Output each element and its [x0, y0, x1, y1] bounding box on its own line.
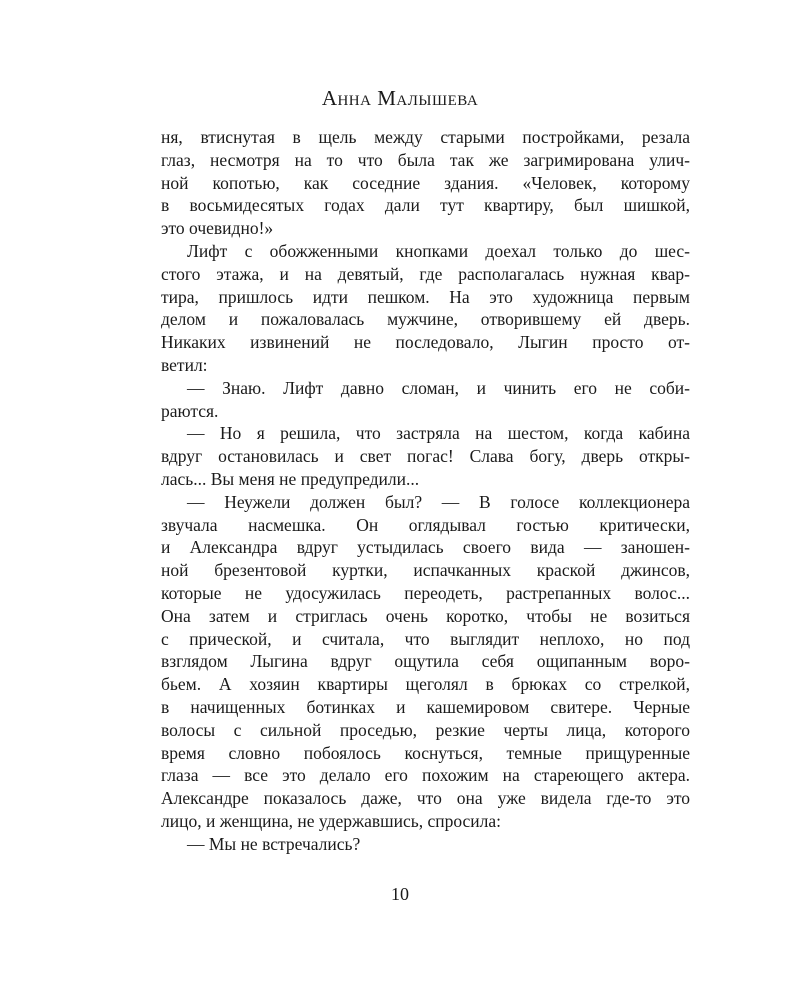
text-line: глаз, несмотря на то что была так же загримирована улич- [161, 149, 690, 170]
text-line: которые не удосужилась переодеть, растрепанных волос... [161, 582, 690, 603]
text-line: ной копотью, как соседние здания. «Человек, которому [161, 172, 690, 193]
text-line: ня, втиснутая в щель между старыми постройками, резала [161, 127, 690, 147]
text-line: стого этажа, и на девятый, где располагалась нужная квар- [161, 263, 690, 284]
text-line: ветил: [161, 354, 208, 375]
running-header: Анна Малышева [321, 86, 479, 110]
text-line: взглядом Лыгина вдруг ощутила себя ощипанным воро- [161, 651, 690, 672]
text-line: делом и пожаловалась мужчине, отворившему ей дверь. [161, 309, 690, 330]
page-number: 10 [391, 884, 409, 904]
text-line: и Александра вдруг устыдилась своего вида — заношен- [161, 537, 690, 558]
text-line: с прической, и считала, что выглядит неплохо, но под [161, 628, 690, 649]
text-line: тира, пришлось идти пешком. На это художница первым [161, 286, 690, 307]
text-line: лицо, и женщина, не удержавшись, спросила: [161, 810, 502, 831]
text-line: ной брезентовой куртки, испачканных краской джинсов, [161, 560, 690, 581]
text-line: Лифт с обожженными кнопками доехал только до шес- [187, 240, 690, 261]
body-text [161, 126, 690, 856]
text-line: — Неужели должен был? — В голосе коллекционера [187, 491, 690, 512]
text-line: — Мы не встречались? [187, 833, 361, 854]
text-line: звучала насмешка. Он оглядывал гостью критически, [161, 514, 690, 535]
text-line: Никаких извинений не последовало, Лыгин просто от- [161, 332, 690, 353]
text-line: Она затем и стриглась очень коротко, чтобы не возиться [161, 605, 690, 626]
text-line: вдруг остановилась и свет погас! Слава богу, дверь откры- [161, 446, 690, 467]
text-line: глаза — все это делало его похожим на стареющего актера. [161, 765, 690, 786]
text-line: в начищенных ботинках и кашемировом свитере. Черные [161, 696, 690, 717]
text-line: лась... Вы меня не предупредили... [161, 468, 420, 489]
text-line: Александре показалось даже, что она уже видела где-то это [161, 788, 690, 809]
text-line: раются. [161, 400, 219, 421]
text-line: в восьмидесятых годах дали тут квартиру, был шишкой, [161, 195, 690, 216]
text-line: — Но я решила, что застряла на шестом, когда кабина [187, 423, 690, 444]
text-line: это очевидно!» [161, 218, 274, 239]
text-line: бьем. А хозяин квартиры щеголял в брюках со стрелкой, [161, 674, 690, 695]
text-line: — Знаю. Лифт давно сломан, и чинить его не соби- [187, 377, 690, 398]
text-line: волосы с сильной проседью, резкие черты лица, которого [161, 719, 690, 740]
text-line: время словно побоялось коснуться, темные прищуренные [161, 742, 690, 763]
